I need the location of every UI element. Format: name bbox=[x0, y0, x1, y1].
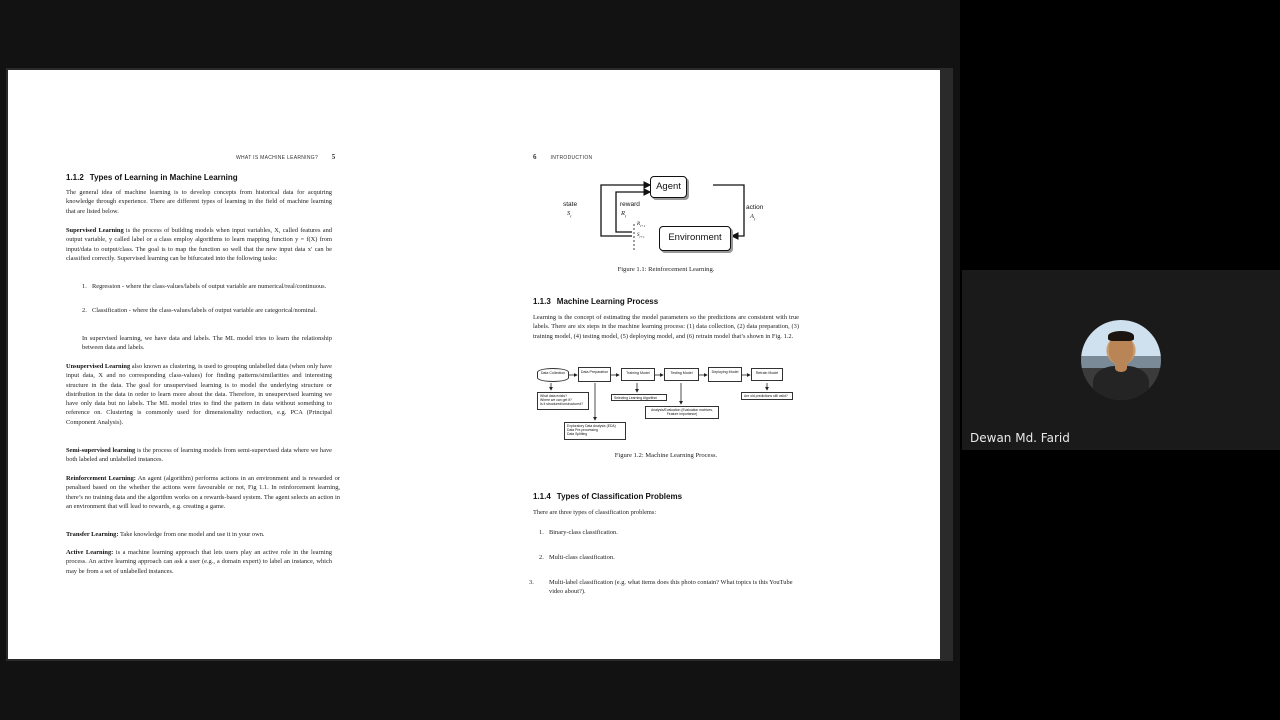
semi-supervised-term: Semi-supervised learning bbox=[66, 447, 136, 454]
step-deploying-model: Deploying Model bbox=[708, 367, 742, 382]
section-1-1-3-title bbox=[533, 297, 658, 306]
supervised-paragraph bbox=[66, 226, 332, 263]
task-text: Regression - where the class-values/labels of output variable are numerical/real/continuous. bbox=[92, 283, 327, 290]
pdf-spread[interactable] bbox=[8, 70, 940, 659]
active-term: Active Learning: bbox=[66, 549, 114, 556]
action-sub: t bbox=[753, 216, 756, 222]
step-training-model: Training Model bbox=[621, 368, 655, 381]
state-symbol bbox=[567, 210, 572, 218]
action-symbol bbox=[750, 213, 755, 221]
item-text: Multi-label classification (e.g. what items does this photo contain? What topics is this YouTube video about?). bbox=[549, 579, 793, 596]
item-num: 2. bbox=[539, 554, 544, 561]
reinforcement-term: Reinforcement Learning: bbox=[66, 475, 136, 482]
section-title-text: Types of Classification Problems bbox=[556, 492, 683, 501]
state-next-symbol bbox=[637, 233, 645, 239]
task-item-2 bbox=[82, 306, 332, 315]
step-testing-model: Testing Model bbox=[664, 368, 699, 381]
participant-video-tile[interactable] bbox=[962, 270, 1280, 450]
reinforcement-text: An agent (algorithm) performs actions in an environment and is rewarded or penalised based on the whether the actions were favourable or not, Fig 1.1. In reinforcement learning, there’s no training data and the algorithm works on a rewards-based system. The agent selects an action in an environment that will lead to rewards, e.g. creating a game. bbox=[66, 475, 340, 510]
step-data-preparation: Data Preparation bbox=[578, 367, 611, 382]
active-paragraph bbox=[66, 548, 332, 576]
s-next-sym: S bbox=[637, 233, 640, 238]
unsupervised-term: Unsupervised Learning bbox=[66, 363, 131, 370]
agent-box: Agent bbox=[650, 176, 687, 198]
figure-1-1-caption: Figure 1.1: Reinforcement Learning. bbox=[617, 266, 715, 273]
step-data-collection: Data Collection bbox=[537, 368, 569, 382]
reward-label: reward bbox=[620, 201, 640, 208]
right-running-head-text: INTRODUCTION bbox=[550, 155, 593, 161]
state-sym: S bbox=[567, 210, 571, 217]
state-sub: t bbox=[570, 213, 572, 219]
item-text: Multi-class classification. bbox=[549, 554, 615, 561]
state-label: state bbox=[563, 201, 578, 208]
transfer-paragraph bbox=[66, 530, 332, 539]
ml-process-paragraph: Learning is the concept of estimating the model parameters so the predictions are consistent with true labels. There are six steps in the machine learning process: (1) data collection, (2) data preparation, (3) training model, (4) testing model, (5) deploying model, and (6) retrain model that’s shown in Fig. 1.2. bbox=[533, 314, 799, 340]
participant-name: Dewan Md. Farid bbox=[970, 431, 1070, 445]
supervised-after-paragraph: In supervised learning, we have data and labels. The ML model tries to learn the relationship between data and labels. bbox=[82, 335, 332, 352]
participant-avatar bbox=[1081, 320, 1161, 400]
unsupervised-text: also known as clustering, is used to grouping unlabelled data (when only have input data, X and no corresponding class-values) for finding patterns/similarities and interesting structure in the data. The goal for unsupervised learning is to model the underlying structure or distribution in the data in order to learn more about the data. Therefore, in unsupervised learning we have only data but no labels. The ML model tries to find the pattern in data without something to reference on. Clustering is commonly used for dimensionality reduction, e.g. PCA (Principal Component Analysis). bbox=[66, 363, 332, 426]
item-num: 3. bbox=[529, 579, 534, 586]
item-text: Binary-class classification. bbox=[549, 529, 618, 536]
avatar-hair bbox=[1108, 331, 1134, 341]
task-num: 1. bbox=[82, 283, 87, 290]
action-label: action bbox=[746, 204, 764, 211]
intro-paragraph: The general idea of machine learning is to develop concepts from historical data for acquiring knowledge through experience. There are different types of learning in the field of machine learning that are listed below. bbox=[66, 189, 332, 215]
item-num: 1. bbox=[539, 529, 544, 536]
task-num: 2. bbox=[82, 307, 87, 314]
note-data-questions: What data exists? Where we can get it? Is it structured/unstructured? bbox=[537, 392, 589, 410]
reward-sym: R bbox=[621, 210, 625, 217]
classification-item-2 bbox=[539, 553, 797, 562]
right-page-number: 6 bbox=[533, 153, 537, 161]
section-title-text: Types of Learning in Machine Learning bbox=[89, 173, 238, 182]
left-page-number: 5 bbox=[331, 153, 336, 161]
avatar-neck bbox=[1115, 364, 1127, 372]
task-text: Classification - where the class-values/labels of output variable are categorical/nominal. bbox=[92, 307, 318, 314]
classification-intro: There are three types of classification problems: bbox=[533, 509, 657, 516]
supervised-text: is the process of building models when input variables, X, called features and output variable, y called label or a class employ algorithms to learn mapping function y = f(X) from input/data to output/class. The goal is to map the function so well that the new input data x′ can be classified correctly. Supervised learning can be bifurcated into the following tasks: bbox=[66, 227, 333, 262]
section-number: 1.1.3 bbox=[533, 297, 551, 306]
left-running-head bbox=[236, 153, 336, 161]
action-sym: A bbox=[750, 213, 754, 220]
note-eda: Exploratory Data Analysis (EDA) Data Pre-processing Data Splitting bbox=[564, 422, 626, 440]
classification-item-1 bbox=[539, 528, 797, 537]
unsupervised-paragraph bbox=[66, 362, 332, 427]
left-page bbox=[66, 70, 340, 659]
note-selecting-algorithm: Selecting Learning Algorithm bbox=[611, 394, 667, 401]
environment-box: Environment bbox=[659, 226, 731, 251]
semi-supervised-paragraph bbox=[66, 446, 332, 465]
section-number: 1.1.4 bbox=[533, 492, 551, 501]
section-1-1-2-title bbox=[66, 173, 238, 182]
figure-reinforcement-learning bbox=[561, 174, 771, 260]
semi-supervised-text: is the process of learning models from semi-supervised data where we have both labeled and unlabelled instances. bbox=[66, 447, 332, 464]
r-next-sym: R bbox=[637, 222, 641, 227]
reward-next-symbol bbox=[637, 222, 645, 228]
task-item-1 bbox=[82, 282, 332, 291]
step-retrain-model: Retrain Model bbox=[751, 368, 783, 381]
section-1-1-4-title bbox=[533, 492, 682, 501]
left-running-head-text: WHAT IS MACHINE LEARNING? bbox=[236, 155, 319, 161]
reward-sub: t bbox=[624, 213, 627, 219]
section-number: 1.1.2 bbox=[66, 173, 84, 182]
classification-item-3 bbox=[529, 578, 797, 597]
s-next-sub: t+1 bbox=[639, 235, 645, 239]
supervised-term: Supervised Learning bbox=[66, 227, 124, 234]
section-title-text: Machine Learning Process bbox=[556, 297, 659, 306]
right-running-head bbox=[533, 153, 592, 161]
figure-ml-process bbox=[535, 366, 799, 442]
r-next-sub: t+1 bbox=[640, 224, 646, 228]
transfer-term: Transfer Learning: bbox=[66, 531, 119, 538]
reinforcement-paragraph bbox=[66, 474, 340, 511]
transfer-text: Take knowledge from one model and use it in your own. bbox=[118, 531, 265, 538]
right-page bbox=[529, 70, 799, 659]
note-retrain-question: Are old predictions still valid? bbox=[741, 392, 793, 400]
reward-symbol bbox=[621, 210, 626, 218]
figure-1-2-caption: Figure 1.2: Machine Learning Process. bbox=[614, 452, 718, 459]
note-analysis-evaluation: Analysis/Evaluation (Evaluation matrices, Feature importance) bbox=[645, 406, 719, 419]
active-text: is a machine learning approach that lets users play an active role in the learning process. An active learning approach can ask a user (e.g., a domain expert) to label an instance, which may be from a set of unlabelled instances. bbox=[66, 549, 332, 575]
